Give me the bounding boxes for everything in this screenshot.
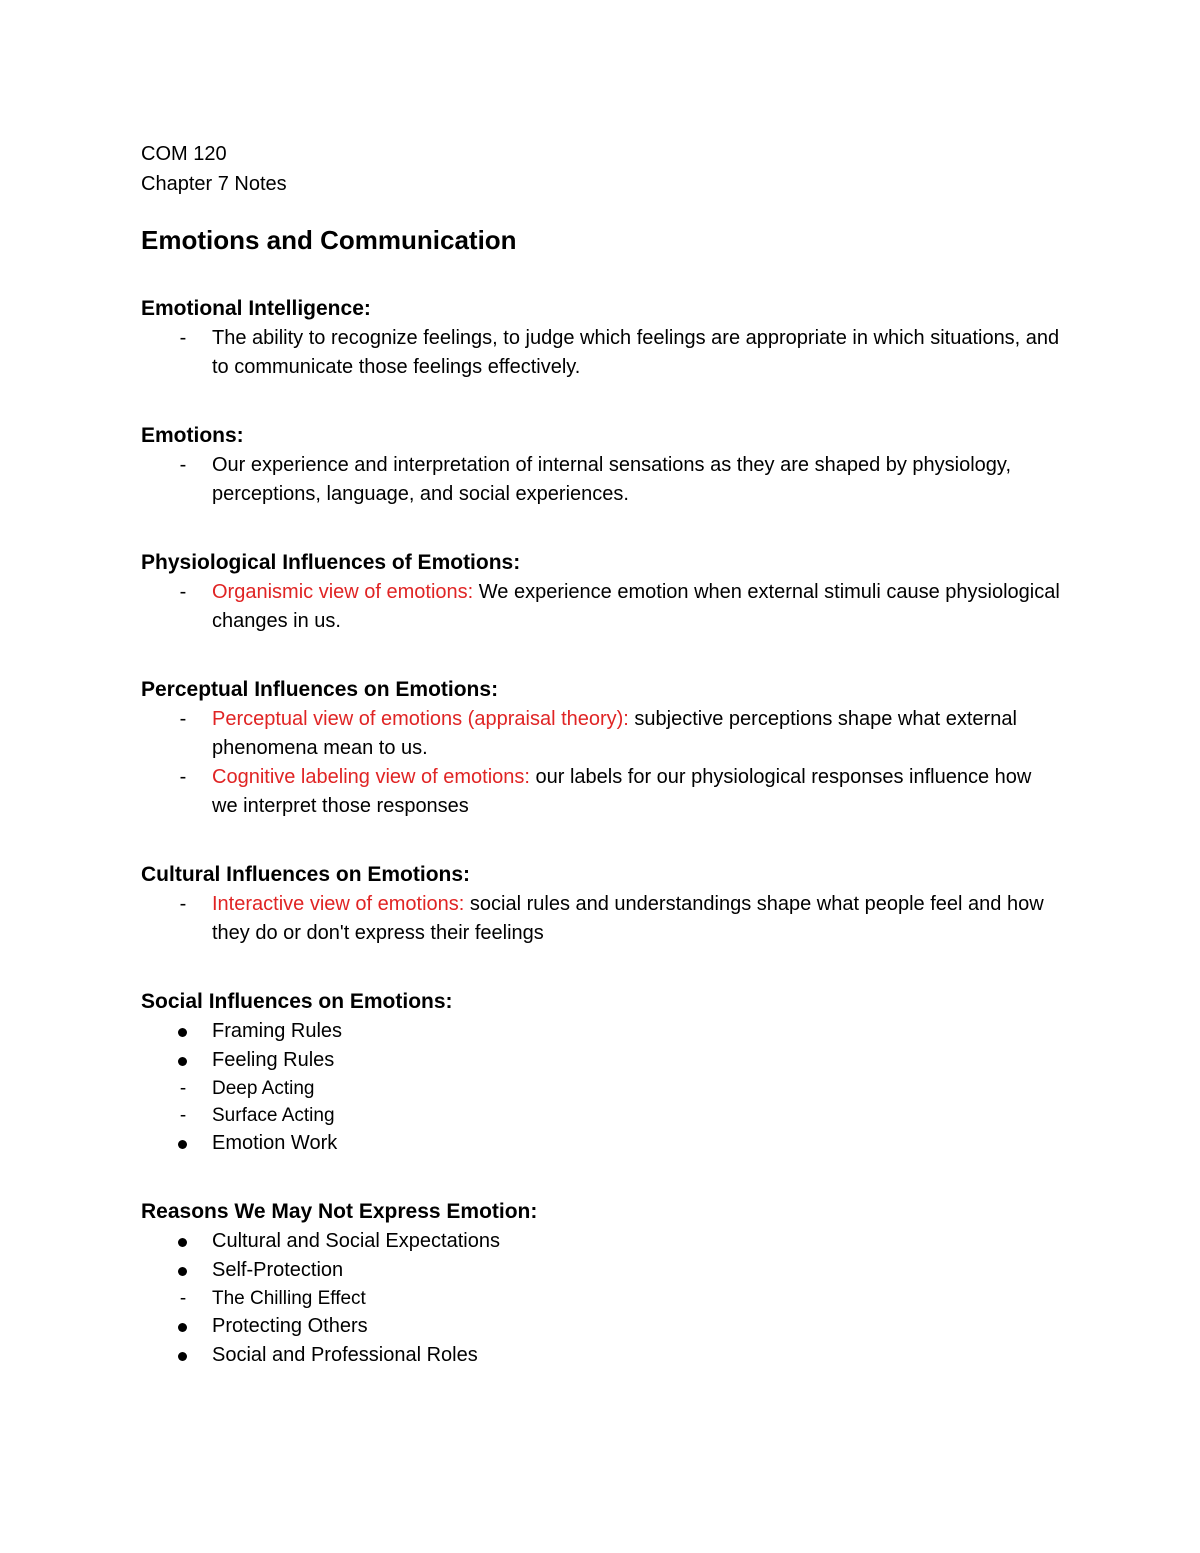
item-text: Surface Acting [212,1105,335,1126]
section-list [141,890,1061,948]
list-item [141,1285,1061,1312]
section-title: Perceptual Influences on Emotions: [141,678,499,701]
item-text: Cultural and Social Expectations [212,1230,500,1252]
section-emotional-intelligence [141,294,1061,382]
list-item [141,578,1061,636]
dash-marker: - [179,708,187,730]
list-item [141,1075,1061,1102]
section-title: Physiological Influences of Emotions: [141,551,521,574]
dash-marker: - [179,327,187,349]
term-label: Interactive view of emotions: [212,893,465,915]
chapter-label: Chapter 7 Notes [141,173,287,195]
dash-marker: - [179,454,187,476]
item-text: Our experience and interpretation of internal sensations as they are shaped by physiology, perceptions, language, and social experiences. [212,454,1012,505]
section-title: Cultural Influences on Emotions: [141,863,471,886]
section-physiological [141,548,1061,636]
section-list [141,705,1061,821]
section-list [141,1227,1061,1370]
list-item [141,1227,1061,1256]
item-text: Protecting Others [212,1315,368,1337]
section-social [141,987,1061,1158]
list-item [141,1102,1061,1129]
section-perceptual [141,675,1061,821]
section-list [141,578,1061,636]
item-text: social rules and understandings shape what people feel and how they do or don't express their feelings [212,893,1044,944]
item-text: our labels for our physiological responses influence how we interpret those responses [212,766,1032,817]
section-list [141,451,1061,509]
section-title: Emotions: [141,424,244,447]
dash-marker: - [179,1078,187,1099]
item-text: Social and Professional Roles [212,1344,478,1366]
item-text: The ability to recognize feelings, to judge which feelings are appropriate in which situations, and to communicate those feelings effectively. [212,327,1060,378]
section-title: Emotional Intelligence: [141,297,371,320]
section-cultural [141,860,1061,948]
list-item [141,890,1061,948]
course-code: COM 120 [141,143,227,165]
section-emotions [141,421,1061,509]
item-text: Emotion Work [212,1132,338,1154]
item-text: Feeling Rules [212,1049,335,1071]
list-item [141,451,1061,509]
dash-marker: - [179,766,187,788]
dash-marker: - [179,1288,187,1309]
item-text: Deep Acting [212,1078,315,1099]
list-item [141,1256,1061,1285]
list-item [141,705,1061,763]
document-title: Emotions and Communication [141,225,517,255]
item-text: Self-Protection [212,1259,344,1281]
section-title: Reasons We May Not Express Emotion: [141,1200,538,1223]
dash-marker: - [179,581,187,603]
list-item [141,1129,1061,1158]
document-page [141,139,1061,1370]
item-text: subjective perceptions shape what external phenomena mean to us. [212,708,1017,759]
list-item [141,324,1061,382]
dash-marker: - [179,893,187,915]
term-label: Organismic view of emotions: [212,581,474,603]
list-item [141,1017,1061,1046]
term-label: Perceptual view of emotions (appraisal theory): [212,708,629,730]
item-text: Framing Rules [212,1020,343,1042]
item-text: We experience emotion when external stimuli cause physiological changes in us. [212,581,1060,632]
list-item [141,763,1061,821]
section-list [141,1017,1061,1158]
section-reasons [141,1197,1061,1370]
list-item [141,1341,1061,1370]
list-item [141,1312,1061,1341]
item-text: The Chilling Effect [212,1288,366,1309]
list-item [141,1046,1061,1075]
section-title: Social Influences on Emotions: [141,990,453,1013]
term-label: Cognitive labeling view of emotions: [212,766,530,788]
section-list [141,324,1061,382]
dash-marker: - [179,1105,187,1126]
